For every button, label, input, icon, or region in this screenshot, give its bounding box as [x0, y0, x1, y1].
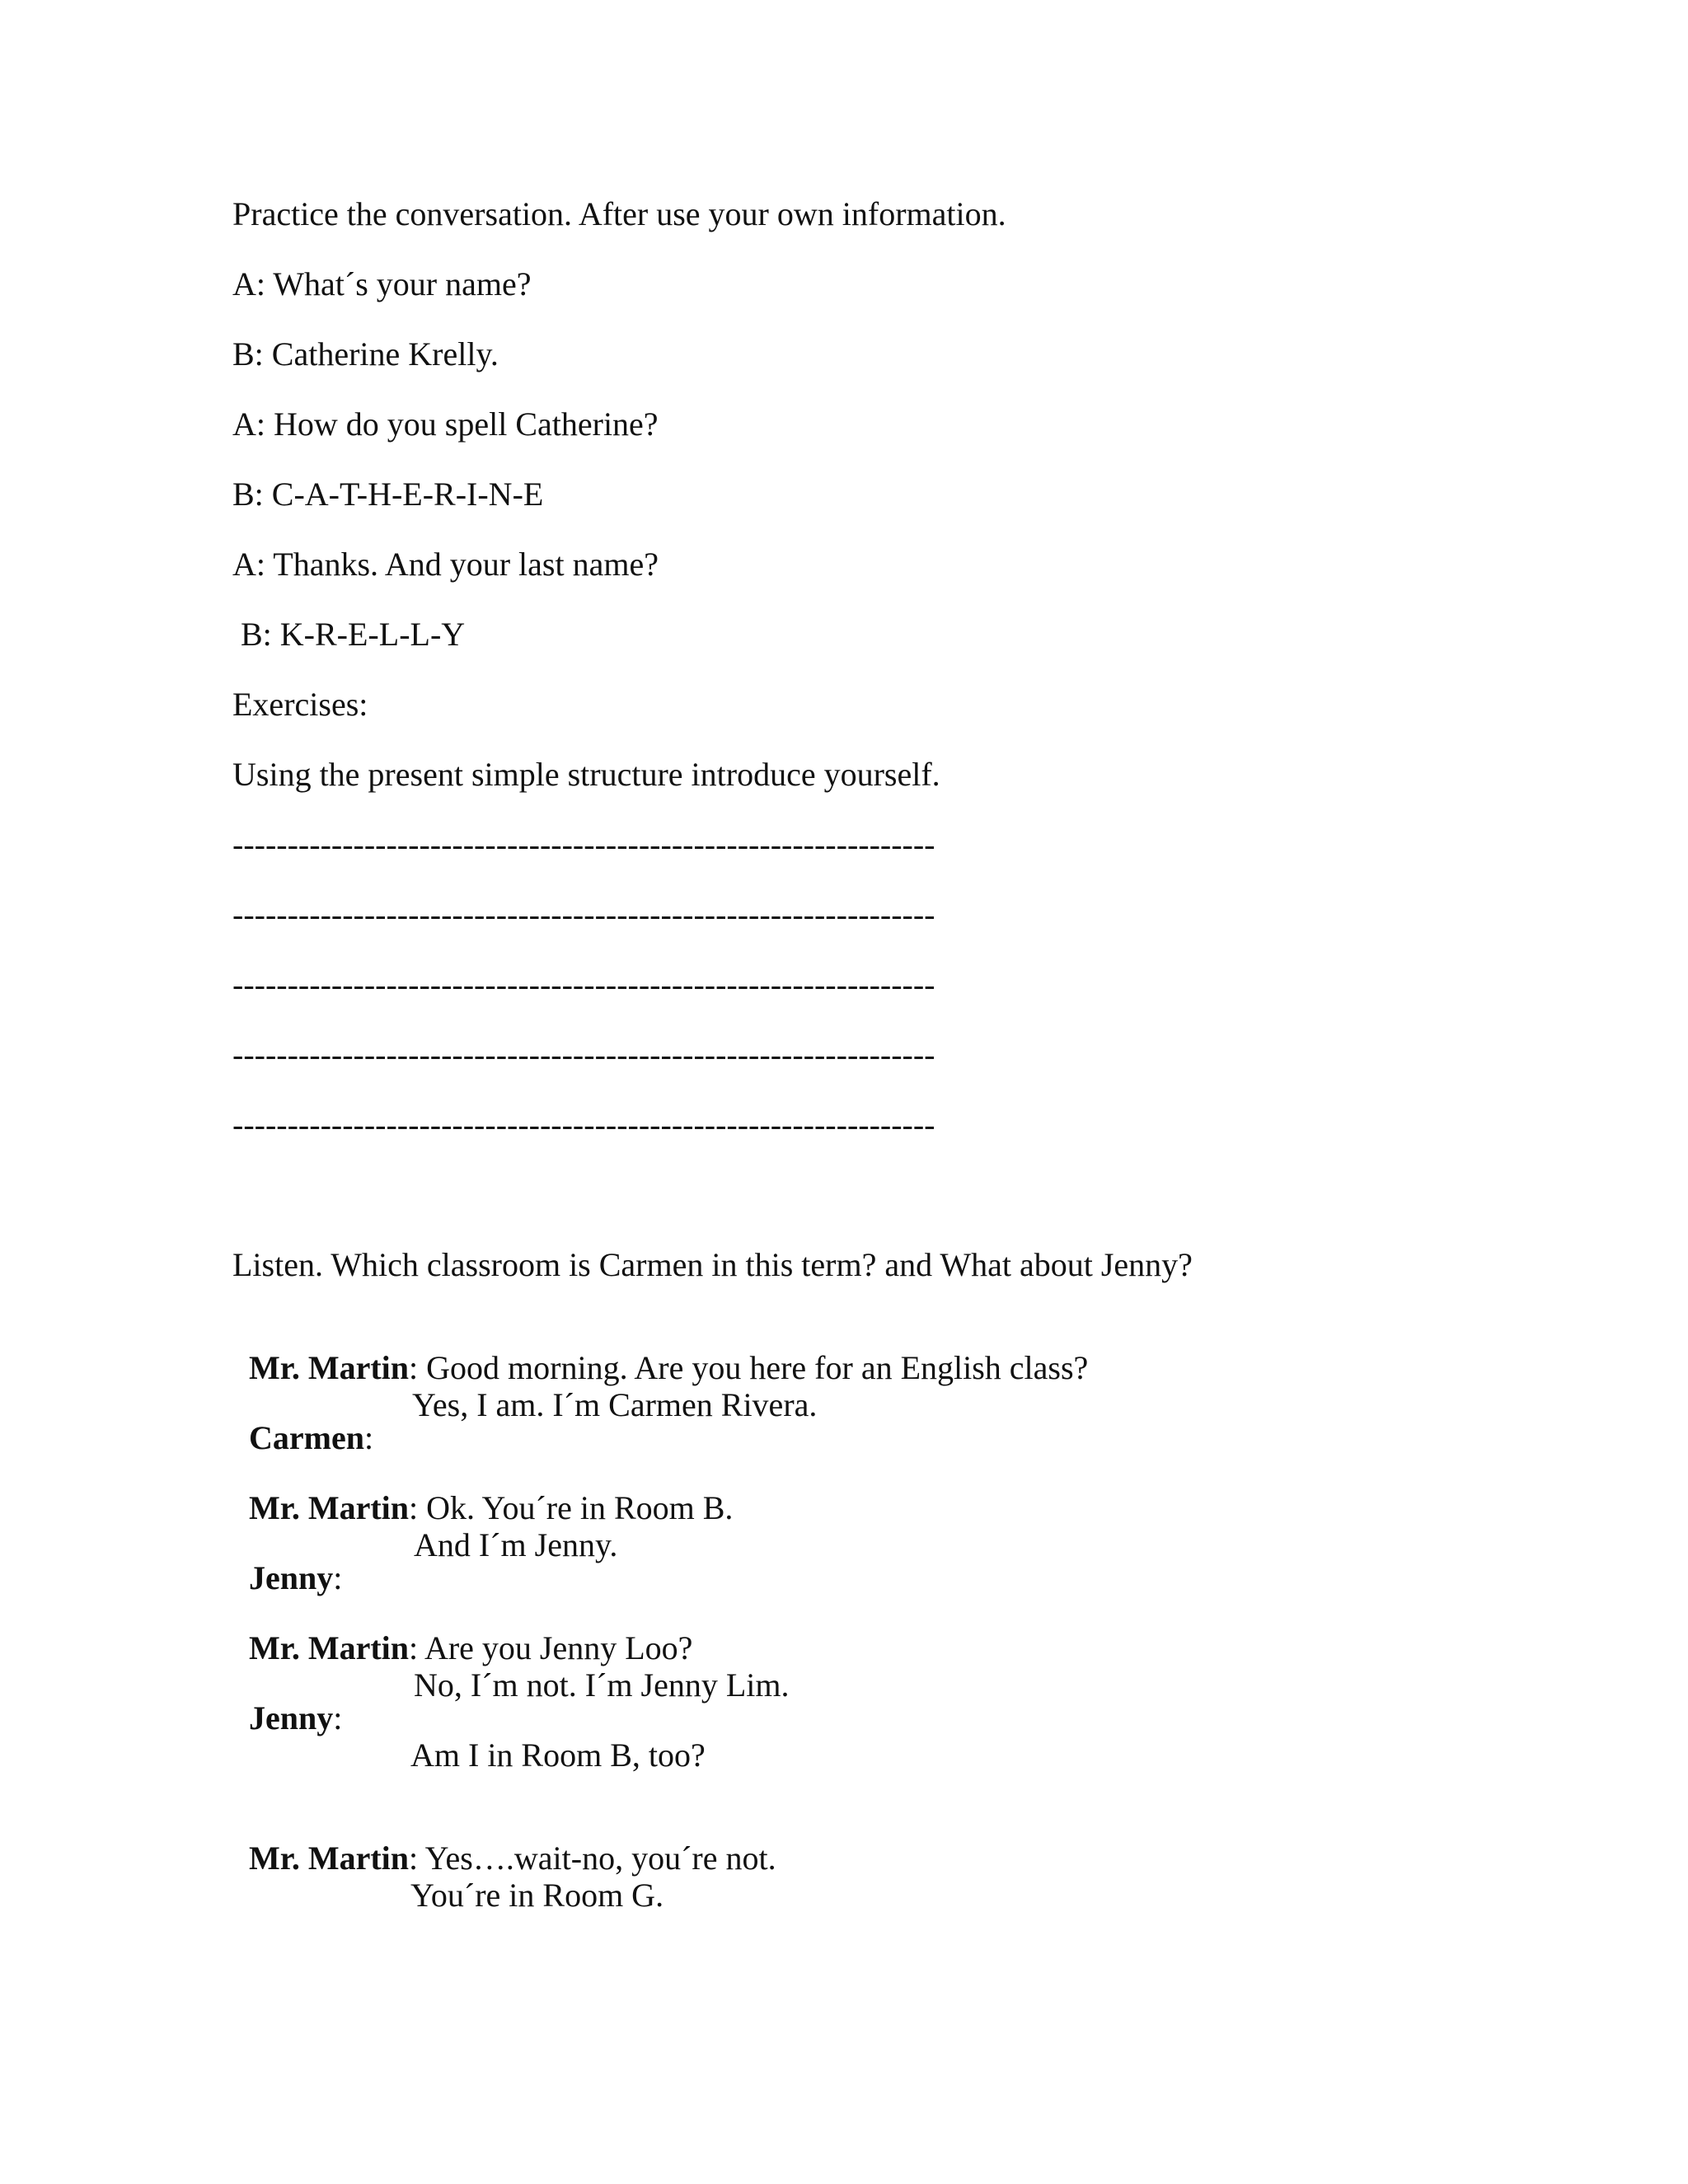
dialogue-line: B: Catherine Krelly. — [232, 335, 499, 373]
dialogue-turn — [232, 1809, 776, 1875]
speaker-name: Mr. Martin — [249, 1349, 410, 1386]
exercises-heading: Exercises: — [232, 686, 368, 723]
practice-instruction: Practice the conversation. After use your own information. — [232, 195, 1006, 232]
dialogue-turn — [232, 1389, 373, 1455]
dialogue-text: Yes, I am. I´m Carmen Rivera. — [412, 1386, 818, 1423]
speaker-separator: : — [333, 1559, 343, 1596]
dialogue-line: A: How do you spell Catherine? — [232, 405, 659, 443]
speaker-name: Jenny — [249, 1699, 334, 1736]
dialogue-line: A: What´s your name? — [232, 265, 532, 302]
speaker-name: Mr. Martin — [249, 1629, 410, 1666]
dialogue-text: Ok. You´re in Room B. — [426, 1489, 734, 1526]
dialogue-text: Good morning. Are you here for an English class? — [426, 1349, 1089, 1386]
answer-blank-line: ---------------------------------------------------------------- — [232, 826, 935, 863]
dialogue-text: Are you Jenny Loo? — [424, 1629, 693, 1666]
answer-blank-line: ---------------------------------------------------------------- — [232, 1036, 935, 1073]
speaker-name: Mr. Martin — [249, 1840, 410, 1877]
dialogue-turn — [232, 1459, 733, 1525]
speaker-separator: : — [333, 1699, 343, 1736]
answer-blank-line: ---------------------------------------------------------------- — [232, 966, 935, 1003]
speaker-separator: : — [363, 1419, 374, 1456]
dialogue-text: And I´m Jenny. — [414, 1526, 618, 1563]
answer-blank-line: ---------------------------------------------------------------- — [232, 896, 935, 933]
dialogue-text: Am I in Room B, too? — [410, 1736, 706, 1774]
dialogue-turn — [232, 1529, 342, 1595]
dialogue-line: B: K-R-E-L-L-Y — [241, 616, 466, 653]
speaker-separator: : — [409, 1349, 419, 1386]
dialogue-turn — [232, 1599, 692, 1665]
answer-blank-line: ---------------------------------------------------------------- — [232, 1106, 935, 1143]
speaker-separator: : — [409, 1840, 419, 1877]
dialogue-text: No, I´m not. I´m Jenny Lim. — [414, 1666, 790, 1704]
speaker-separator: : — [409, 1629, 419, 1666]
dialogue-line: B: C-A-T-H-E-R-I-N-E — [232, 476, 544, 513]
speaker-name: Mr. Martin — [249, 1489, 410, 1526]
speaker-name: Carmen — [249, 1419, 364, 1456]
exercises-instruction: Using the present simple structure introduce yourself. — [232, 756, 940, 793]
listening-instruction: Listen. Which classroom is Carmen in this term? and What about Jenny? — [232, 1246, 1193, 1283]
dialogue-text: You´re in Room G. — [410, 1877, 664, 1914]
speaker-name: Jenny — [249, 1559, 334, 1596]
dialogue-line: A: Thanks. And your last name? — [232, 546, 659, 583]
dialogue-turn — [232, 1319, 1088, 1385]
speaker-separator: : — [409, 1489, 419, 1526]
dialogue-turn — [232, 1669, 342, 1735]
dialogue-text: Yes….wait-no, you´re not. — [424, 1840, 776, 1877]
